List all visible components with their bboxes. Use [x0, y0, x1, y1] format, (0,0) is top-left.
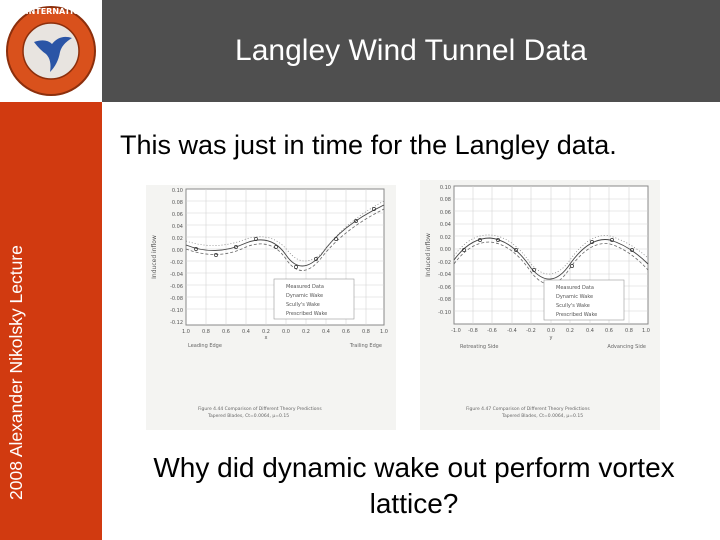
lecture-caption: 2008 Alexander Nikolsky Lecture: [6, 245, 26, 500]
header-bar: [102, 0, 720, 102]
left-legend-item: Dynamic Wake: [286, 293, 324, 299]
left-ytick: -0.06: [170, 284, 183, 290]
left-xtick: 0.8: [202, 329, 210, 335]
right-ylabel: Induced inflow: [425, 233, 432, 277]
left-xtick: 1.0: [182, 329, 190, 335]
left-legend-item: Prescribed Wake: [286, 311, 328, 317]
left-caption-line1: Figure 4.44 Comparison of Different Theory Predictions: [198, 407, 322, 412]
right-xtick: 0.4: [586, 328, 594, 334]
left-ytick: 0.06: [171, 212, 183, 218]
right-ytick: -0.04: [438, 272, 451, 278]
right-xtick: 0.6: [605, 328, 613, 334]
left-xtick: 0.2: [262, 329, 270, 335]
left-xtick: 0.2: [302, 329, 310, 335]
right-ytick: 0.00: [439, 247, 451, 253]
left-ylabel: Induced inflow: [151, 235, 158, 279]
right-figure: [420, 180, 660, 430]
logo-ring-text: AHS INTERNATIONAL: [4, 7, 98, 16]
ahs-logo: [0, 0, 102, 102]
page-title: Langley Wind Tunnel Data: [235, 34, 587, 67]
right-ytick: 0.04: [439, 222, 451, 228]
left-legend-item: Scully's Wake: [286, 302, 320, 308]
left-xtick: 0.0: [282, 329, 290, 335]
left-figure-svg: [146, 185, 396, 430]
left-ytick: -0.02: [170, 260, 183, 266]
right-xtick: -0.8: [468, 328, 478, 334]
right-xtick: 1.0: [642, 328, 650, 334]
left-xtick: 0.6: [222, 329, 230, 335]
left-ytick: 0.00: [171, 248, 183, 254]
right-legend-item: Dynamic Wake: [556, 294, 594, 300]
left-caption-line2: Tapered Blades, Ct=0.0064, μ=0.15: [208, 414, 290, 419]
right-ytick: -0.02: [438, 260, 451, 266]
right-xtick: 0.0: [547, 328, 555, 334]
slide-subtitle: This was just in time for the Langley data.: [120, 130, 617, 160]
right-xlabel: y: [549, 335, 553, 341]
left-xlabel: x: [264, 335, 268, 341]
left-ytick: 0.04: [171, 224, 183, 230]
left-ytick: -0.04: [170, 272, 183, 278]
left-xtick: 0.8: [362, 329, 370, 335]
right-figure-svg: [420, 180, 660, 430]
right-ytick: -0.08: [438, 297, 451, 303]
left-xtick: 0.4: [322, 329, 330, 335]
right-ytick: -0.06: [438, 285, 451, 291]
right-ytick: 0.08: [439, 197, 451, 203]
left-ytick: 0.02: [171, 236, 183, 242]
left-x-left-label: Leading Edge: [188, 343, 222, 349]
right-legend-item: Measured Data: [556, 285, 594, 291]
right-x-left-label: Retreating Side: [460, 344, 499, 350]
right-x-right-label: Advancing Side: [607, 344, 646, 350]
left-ytick: -0.12: [170, 320, 183, 326]
left-xtick: 0.6: [342, 329, 350, 335]
right-xtick: -1.0: [451, 328, 461, 334]
right-xtick: -0.6: [487, 328, 497, 334]
logo-panel: [0, 0, 102, 102]
right-xtick: 0.2: [566, 328, 574, 334]
right-ytick: 0.06: [439, 210, 451, 216]
left-ytick: 0.08: [171, 200, 183, 206]
left-xtick: 1.0: [380, 329, 388, 335]
right-ytick: 0.02: [439, 235, 451, 241]
right-ytick: -0.10: [438, 310, 451, 316]
slide-question: Why did dynamic wake out perform vortex lattice?: [153, 452, 675, 519]
right-legend-item: Scully's Wake: [556, 303, 590, 309]
sidebar-band: [0, 0, 102, 540]
left-xtick: 0.4: [242, 329, 250, 335]
right-xtick: -0.2: [526, 328, 536, 334]
left-ytick: 0.10: [171, 188, 183, 194]
right-legend-item: Prescribed Wake: [556, 312, 598, 318]
left-figure: [146, 185, 396, 430]
left-ytick: -0.08: [170, 296, 183, 302]
left-ytick: -0.10: [170, 308, 183, 314]
right-caption-line1: Figure 4.47 Comparison of Different Theory Predictions: [466, 407, 590, 412]
right-xtick: -0.4: [507, 328, 517, 334]
left-x-right-label: Trailing Edge: [349, 343, 382, 349]
right-xtick: 0.8: [625, 328, 633, 334]
right-ytick: 0.10: [439, 185, 451, 191]
right-caption-line2: Tapered Blades, Ct=0.0064, μ=0.15: [502, 414, 584, 419]
left-legend-item: Measured Data: [286, 284, 324, 290]
